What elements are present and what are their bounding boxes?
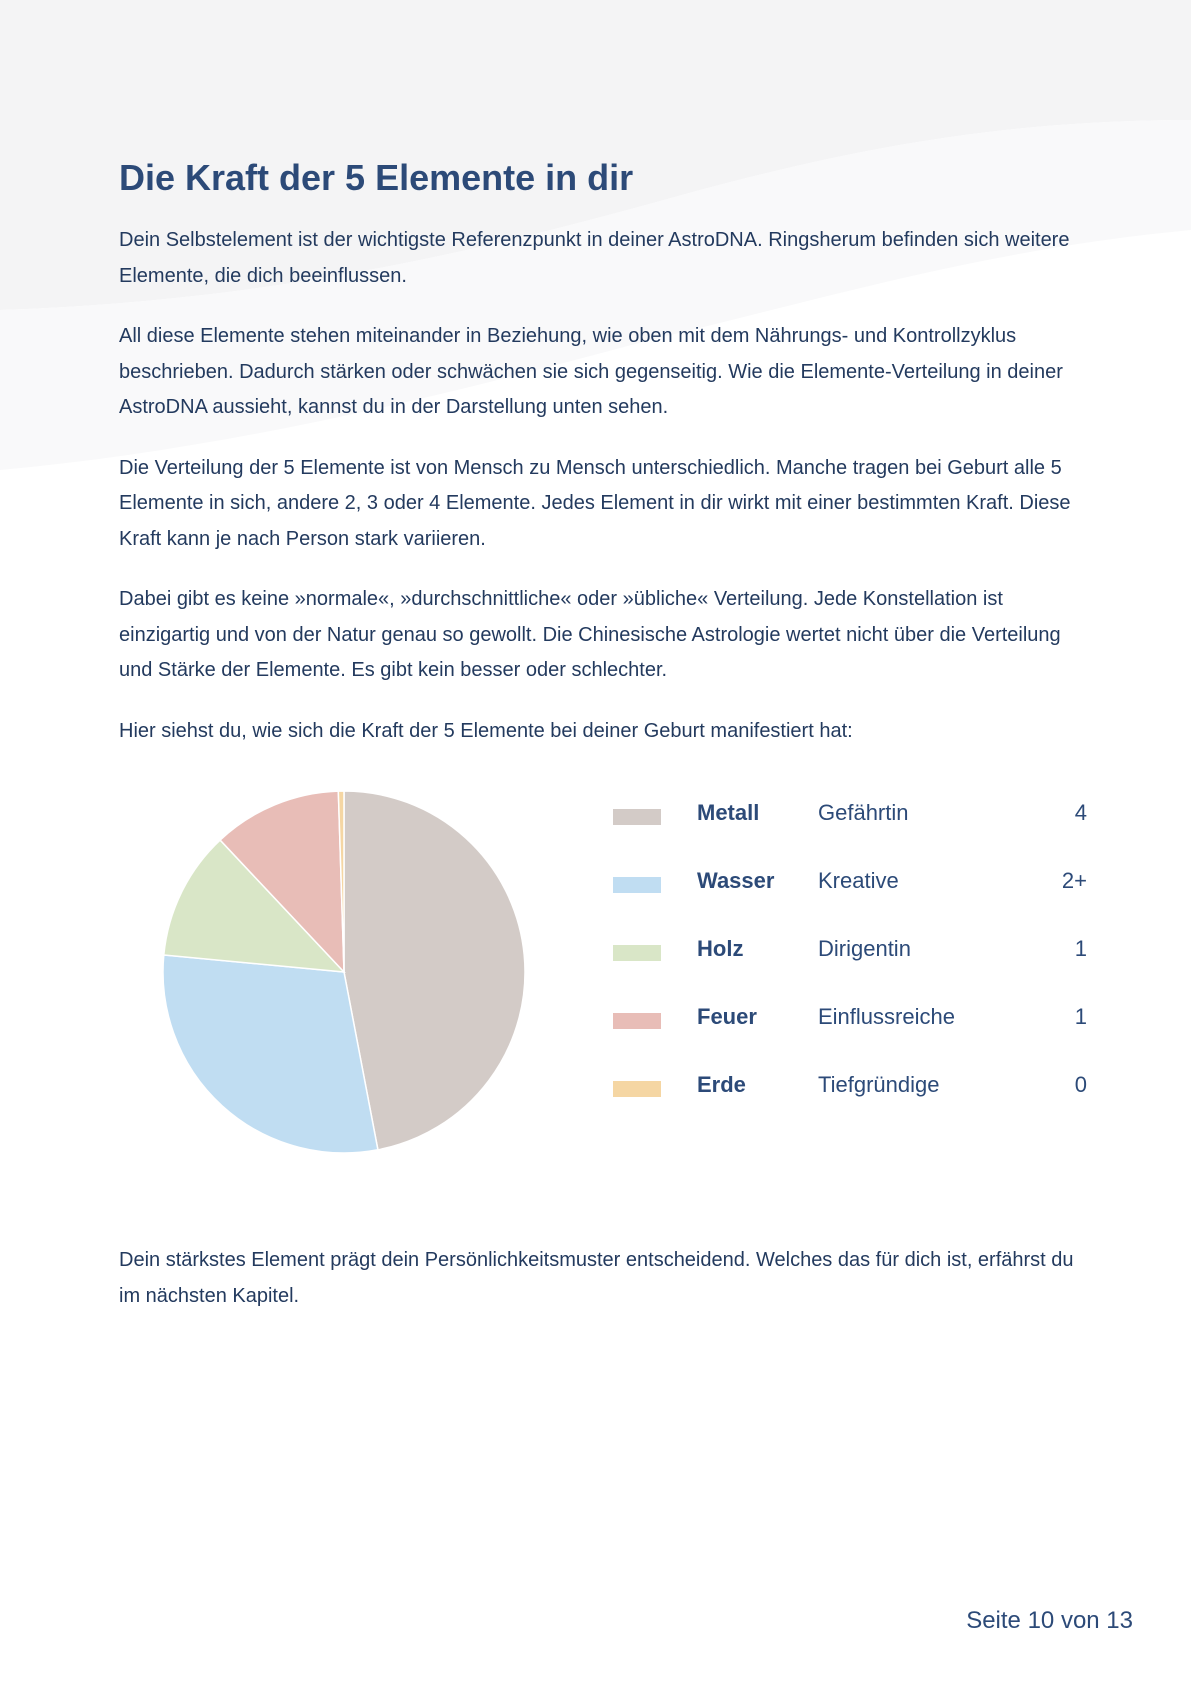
legend-element-value: 1: [1074, 936, 1087, 961]
chart-legend: [613, 787, 1087, 1127]
pie-slice-metall: [344, 791, 525, 1150]
legend-element-name: Wasser: [697, 868, 775, 893]
constellation-paragraph: Dabei gibt es keine »normale«, »durchschnittliche« oder »übliche« Verteilung. Jede Konstellation ist einzigartig und von der Natur genau so gewollt. Die Chinesische Astrologie wertet nicht über die Verteilung und Stärke der Elemente. Es gibt kein besser oder schlechter.: [119, 588, 1061, 681]
relationship-paragraph: All diese Elemente stehen miteinander in Beziehung, wie oben mit dem Nährungs- und Kontrollzyklus beschrieben. Dadurch stärken oder schwächen sie sich gegenseitig. Wie die Elemente-Verteilung in deiner AstroDNA aussieht, kannst du in der Darstellung unten sehen.: [119, 325, 1063, 418]
legend-element-value: 4: [1074, 800, 1087, 825]
legend-row-erde: [613, 1059, 1087, 1127]
legend-row-metall: [613, 787, 1087, 855]
page-content: [119, 155, 1087, 1307]
legend-row-holz: [613, 923, 1087, 991]
page-number: Seite 10 von 13: [966, 1607, 1133, 1634]
legend-swatch-wasser: [613, 877, 661, 893]
closing-paragraph: Dein stärkstes Element prägt dein Persönlichkeitsmuster entscheidend. Welches das für dich ist, erfährst du im nächsten Kapitel.: [119, 1249, 1074, 1307]
legend-element-role: Dirigentin: [818, 936, 911, 961]
legend-element-value: 0: [1074, 1072, 1087, 1097]
distribution-paragraph: Die Verteilung der 5 Elemente ist von Mensch zu Mensch unterschiedlich. Manche tragen bei Geburt alle 5 Elemente in sich, andere 2, 3 oder 4 Elemente. Jedes Element in dir wirkt mit einer bestimmten Kraft. Diese Kraft kann je nach Person stark variieren.: [119, 456, 1071, 550]
legend-element-role: Tiefgründige: [818, 1072, 940, 1097]
legend-element-value: 2+: [1061, 868, 1087, 893]
legend-element-role: Einflussreiche: [818, 1004, 955, 1029]
legend-element-role: Gefährtin: [818, 800, 909, 825]
intro-paragraph: Dein Selbstelement ist der wichtigste Referenzpunkt in deiner AstroDNA. Ringsherum befinden sich weitere Elemente, die dich beeinflussen.: [119, 229, 1070, 287]
legend-row-wasser: [613, 855, 1087, 923]
pie-slice-wasser: [163, 955, 378, 1153]
legend-row-feuer: [613, 991, 1087, 1059]
legend-element-name: Holz: [697, 936, 744, 961]
legend-element-name: Metall: [697, 800, 760, 825]
chart-intro-paragraph: Hier siehst du, wie sich die Kraft der 5 Elemente bei deiner Geburt manifestiert hat:: [119, 719, 853, 742]
legend-swatch-metall: [613, 809, 661, 825]
legend-element-name: Feuer: [697, 1004, 757, 1029]
legend-swatch-erde: [613, 1081, 661, 1097]
element-pie-chart: [159, 787, 529, 1157]
page-title: Die Kraft der 5 Elemente in dir: [119, 157, 634, 198]
legend-element-name: Erde: [697, 1072, 746, 1097]
legend-element-value: 1: [1074, 1004, 1087, 1029]
legend-swatch-feuer: [613, 1013, 661, 1029]
legend-swatch-holz: [613, 945, 661, 961]
element-chart: [119, 787, 1087, 1187]
legend-element-role: Kreative: [818, 868, 899, 893]
